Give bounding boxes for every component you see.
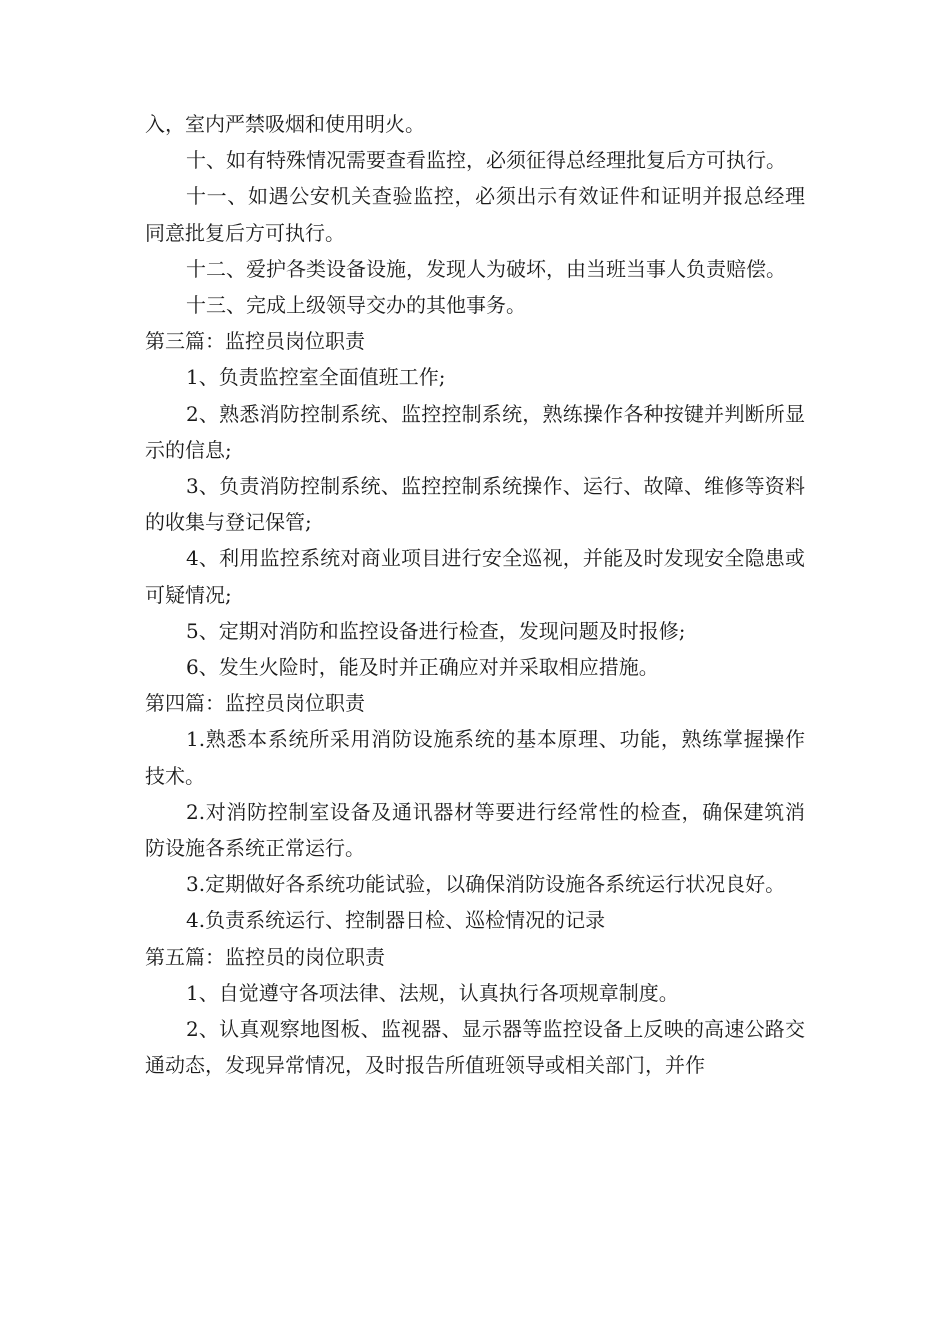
paragraph-s5-item-2: 2、认真观察地图板、监视器、显示器等监控设备上反映的高速公路交通动态，发现异常情况，及时报告所值班领导或相关部门，并作 — [145, 1017, 805, 1078]
document-body — [145, 106, 805, 1083]
paragraph-s5-item-1: 1、自觉遵守各项法律、法规，认真执行各项规章制度。 — [186, 980, 679, 1005]
paragraph-s3-item-2: 2、熟悉消防控制系统、监控控制系统，熟练操作各种按键并判断所显示的信息; — [145, 401, 805, 462]
paragraph-rule-12: 十二、爱护各类设备设施，发现人为破坏，由当班当事人负责赔偿。 — [186, 256, 786, 281]
paragraph-rule-13: 十三、完成上级领导交办的其他事务。 — [186, 293, 526, 318]
paragraph-s4-item-3: 3.定期做好各系统功能试验，以确保消防设施各系统运行状况良好。 — [186, 872, 786, 897]
paragraph-s4-item-4: 4.负责系统运行、控制器日检、巡检情况的记录 — [186, 908, 606, 933]
paragraph-s3-item-3: 3、负责消防控制系统、监控控制系统操作、运行、故障、维修等资料的收集与登记保管; — [145, 474, 805, 535]
section-heading-4: 第四篇：监控员岗位职责 — [145, 691, 365, 716]
paragraph-s3-item-6: 6、发生火险时，能及时并正确应对并采取相应措施。 — [186, 655, 659, 680]
paragraph-s4-item-1: 1.熟悉本系统所采用消防设施系统的基本原理、功能，熟练掌握操作技术。 — [145, 727, 805, 788]
section-heading-3: 第三篇：监控员岗位职责 — [145, 329, 365, 354]
paragraph-s4-item-2: 2.对消防控制室设备及通讯器材等要进行经常性的检查，确保建筑消防设施各系统正常运行。 — [145, 799, 805, 861]
section-heading-5: 第五篇：监控员的岗位职责 — [145, 944, 385, 969]
paragraph-s3-item-4: 4、利用监控系统对商业项目进行安全巡视，并能及时发现安全隐患或可疑情况; — [145, 546, 805, 607]
paragraph-s3-item-5: 5、定期对消防和监控设备进行检查，发现问题及时报修; — [186, 618, 686, 643]
paragraph-s3-item-1: 1、负责监控室全面值班工作; — [186, 365, 446, 390]
paragraph-rule-10: 十、如有特殊情况需要查看监控，必须征得总经理批复后方可执行。 — [186, 148, 786, 173]
paragraph-line-continuation: 入，室内严禁吸烟和使用明火。 — [145, 112, 425, 136]
paragraph-rule-11: 十一、如遇公安机关查验监控，必须出示有效证件和证明并报总经理同意批复后方可执行。 — [145, 184, 805, 245]
